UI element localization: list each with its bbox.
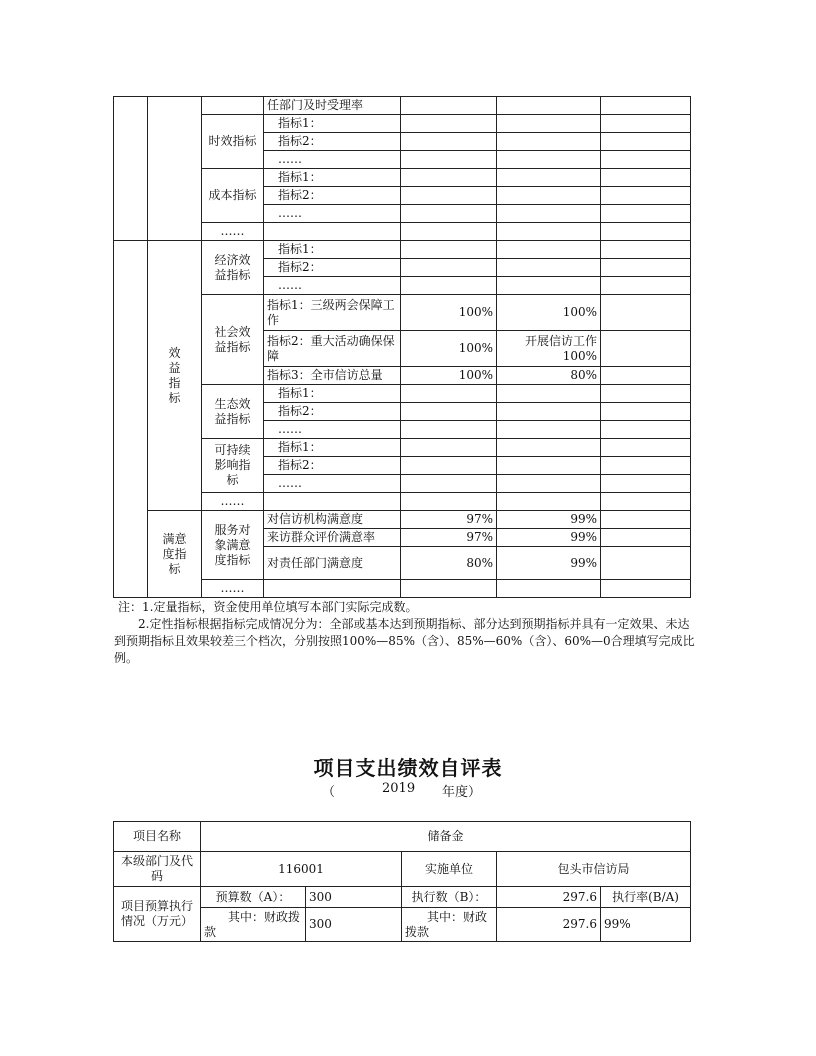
rate-label: 执行率(B/A) <box>601 887 691 908</box>
indicator-name: 指标2： <box>264 403 401 421</box>
indicator-name: 指标1： <box>264 241 401 259</box>
impl-unit-label: 实施单位 <box>402 852 497 887</box>
benefit-label: 效益指标 <box>148 241 202 511</box>
indicator-name: …… <box>264 205 401 223</box>
dept-label: 本级部门及代码 <box>114 852 201 887</box>
indicator-name: 来访群众评价满意率 <box>264 529 401 547</box>
budget-a-label: 预算数（A）： <box>201 887 306 908</box>
fiscal-b-value: 297.6 <box>497 908 601 942</box>
social-label: 社会效益指标 <box>202 295 264 385</box>
target-value: 80% <box>401 547 497 580</box>
indicator-name: 指标2： <box>264 259 401 277</box>
rate-value: 99% <box>601 908 691 942</box>
indicator-name: …… <box>264 151 401 169</box>
outer-col-cell <box>114 97 148 241</box>
service-label: 服务对象满意度指标 <box>202 511 264 580</box>
target-value: 97% <box>401 511 497 529</box>
project-name-value: 储备金 <box>201 822 691 852</box>
actual-value: 99% <box>497 511 601 529</box>
sustainable-label: 可持续影响指标 <box>202 439 264 493</box>
fiscal-b-label: 其中：财政拨款 <box>402 908 497 942</box>
indicator-name: 指标3：全市信访总量 <box>264 367 401 385</box>
actual-value: 99% <box>497 529 601 547</box>
year-close: 年度） <box>442 785 482 800</box>
year-value: 2019 <box>382 781 416 796</box>
indicator-name: 任部门及时受理率 <box>264 97 401 115</box>
budget-a-value: 300 <box>306 887 402 908</box>
actual-value: 80% <box>497 367 601 385</box>
table-notes <box>114 599 698 667</box>
quality-cont-cell <box>202 97 264 115</box>
project-expenditure-form <box>113 821 691 942</box>
indicator-name: 对责任部门满意度 <box>264 547 401 580</box>
indicator-name: 指标2： <box>264 133 401 151</box>
indicator-name: 指标1： <box>264 115 401 133</box>
fiscal-a-value: 300 <box>306 908 402 942</box>
actual-value: 100% <box>497 295 601 331</box>
project-name-label: 项目名称 <box>114 822 201 852</box>
cost-label: 成本指标 <box>202 169 264 223</box>
ecological-label: 生态效益指标 <box>202 385 264 439</box>
more-ellipsis: …… <box>202 580 264 598</box>
indicator-name: 指标1： <box>264 439 401 457</box>
indicator-name: 指标1：三级两会保障工作 <box>264 295 401 331</box>
economic-label: 经济效益指标 <box>202 241 264 295</box>
actual-value: 99% <box>497 547 601 580</box>
satisfaction-label: 满意度指标 <box>148 511 202 598</box>
indicator-name: …… <box>264 277 401 295</box>
performance-indicator-table <box>113 96 691 598</box>
indicator-name: 指标2： <box>264 187 401 205</box>
more-ellipsis: …… <box>202 493 264 511</box>
target-value: 100% <box>401 295 497 331</box>
indicator-name: 对信访机构满意度 <box>264 511 401 529</box>
indicator-name: 指标1： <box>264 169 401 187</box>
indicator-name: …… <box>264 475 401 493</box>
more-ellipsis: …… <box>202 223 264 241</box>
budget-label: 项目预算执行情况（万元） <box>114 887 201 942</box>
note-2: 2.定性指标根据指标完成情况分为：全部或基本达到预期指标、部分达到预期指标并具有一定效果、未达到预期指标且效果较差三个档次，分别按照100%—85%（含）、85%—60%（含）、60%—0合理填写完成比例。 <box>114 617 695 665</box>
form-title: 项目支出绩效自评表 <box>313 756 503 780</box>
fiscal-a-label: 其中：财政拨款 <box>201 908 306 942</box>
indicator-name: 指标2： <box>264 457 401 475</box>
exec-b-value: 297.6 <box>497 887 601 908</box>
indicator-name: …… <box>264 421 401 439</box>
note-1: 注：1.定量指标，资金使用单位填写本部门实际完成数。 <box>118 600 418 614</box>
target-value: 100% <box>401 367 497 385</box>
target-value: 100% <box>401 331 497 367</box>
impl-unit-value: 包头市信访局 <box>497 852 691 887</box>
dept-code-value: 116001 <box>201 852 402 887</box>
exec-b-label: 执行数（B）： <box>402 887 497 908</box>
indicator-name: 指标1： <box>264 385 401 403</box>
target-value: 97% <box>401 529 497 547</box>
year-open: （ <box>322 785 336 800</box>
timeliness-label: 时效指标 <box>202 115 264 169</box>
outer-col-cell <box>114 241 148 598</box>
output-indicator-cell <box>148 97 202 241</box>
indicator-name: 指标2：重大活动确保保障 <box>264 331 401 367</box>
actual-value: 开展信访工作100% <box>497 331 601 367</box>
